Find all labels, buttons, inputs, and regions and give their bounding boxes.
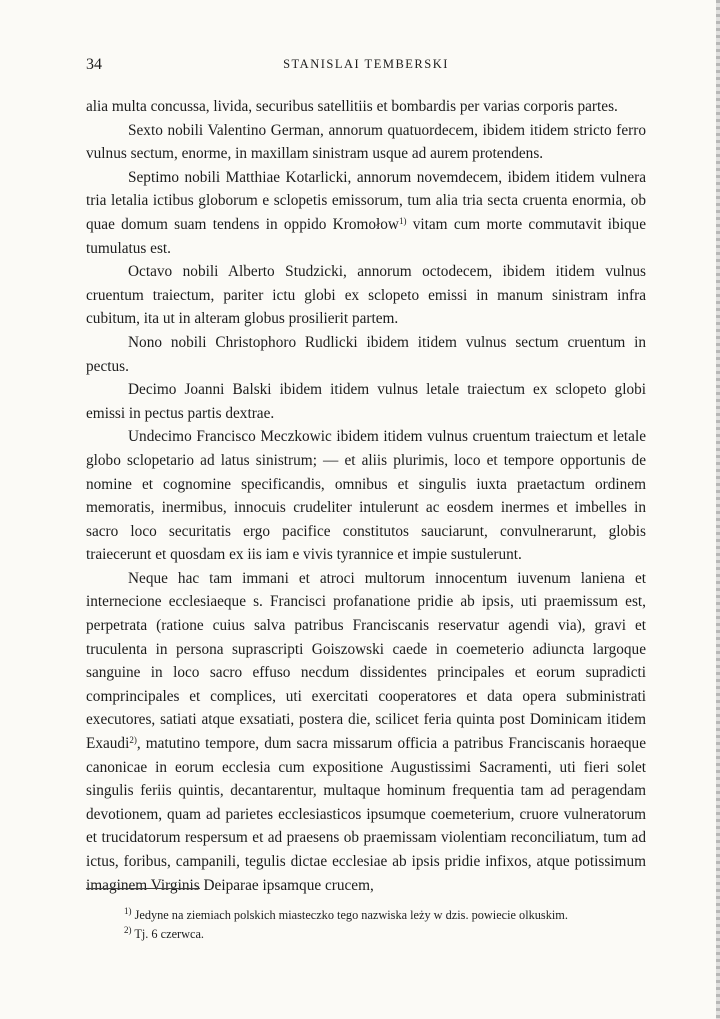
paragraph-3 (86, 166, 646, 260)
paragraph-1: alia multa concussa, livida, securibus satellitiis et bombardis per varias corporis partes. (86, 98, 618, 115)
page-number: 34 (86, 56, 102, 73)
paragraph-5: Nono nobili Christophoro Rudlicki ibidem itidem vulnus sectum cruentum in pectus. (86, 333, 646, 375)
footnote-2-text: Tj. 6 czerwca. (131, 927, 204, 941)
footnotes (86, 906, 646, 944)
paragraph-3-tail: vitam cum morte commutavit ibique tumulatus est. (86, 215, 646, 257)
paragraph-7: Undecimo Francisco Meczkowic ibidem itidem vulnus cruentum traiectum et letale globo sclopetario ad latus sinistrum; — et aliis plurimis, loco et tempore opportunis de nomine et cognomine specificandis, omnibus et singulis iuxta praetactum ordinem memoratis, inermibus, innocuis crudeliter intulerunt ac eosdem inermes et imbelles in sacro loco securitatis ergo pacifice constitutos sauciarunt, convulnerarunt, globis traiecerunt et quosdam ex iis iam e vivis tyrannice et impie sustulerunt. (86, 428, 646, 564)
footnote-2 (86, 925, 646, 944)
paragraph-4: Octavo nobili Alberto Studzicki, annorum octodecem, ibidem itidem vulnus cruentum traiectum, pariter ictu globi ex sclopeto emissi in manum sinistram infra cubitum, ita ut in alteram globus prosilierit partem. (86, 263, 646, 328)
footnote-mark-1: 1) (124, 906, 132, 916)
footnote-1 (86, 906, 646, 925)
paragraph-3-text: Septimo nobili Matthiae Kotarlicki, annorum novemdecem, ibidem itidem vulnera tria letalia ictibus globorum e sclopetis emissorum, tum alia tria secta cruenta enormia, ob quae domum suam tendens in oppido Kromołow (86, 168, 646, 233)
paragraph-8-text: Neque hac tam immani et atroci multorum innocentum iuvenum laniena et internecione ecclesiaeque s. Francisci profanatione pridie ab ipsis, uti praemissum est, perpetrata (ratione cuius salva patribus Franciscanis reservatur agendi via), gravi et truculenta in persona suprascripti Goiszowski caede in coemeterio adiuncta largoque sanguine in loco sacro effuso necdum dissidentes principales et eorum supradicti comprincipales et complices, uti exercitati cooperatores et data opera subministrati executores, satiati atque exsatiati, postera die, scilicet feria quinta post Dominicam itidem Exaudi (86, 569, 646, 753)
body-text (86, 95, 646, 897)
footnote-1-text: Jedyne na ziemiach polskich miasteczko tego nazwiska leży w dzis. powiecie olkuskim. (131, 908, 568, 922)
page-header (86, 56, 646, 78)
paragraph-6: Decimo Joanni Balski ibidem itidem vulnus letale traiectum ex sclopeto globi emissi in pectus partis dextrae. (86, 381, 646, 422)
running-title: STANISLAI TEMBERSKI (283, 57, 449, 71)
scan-edge-strip (716, 0, 720, 1019)
paragraph-8 (86, 567, 646, 897)
paragraph-8-tail: , matutino tempore, dum sacra missarum officia a patribus Franciscanis horaeque canonicae in eorum ecclesia cum expositione Augustissimi Sacramenti, uti fieri solet singulis feriis quintis, decantarentur, multaque hominum frequentia tam ad peragendam devotionem, quam ad parietes ecclesiasticos ipsumque coemeterium, cruore vulneratorum et trucidatorum respersum et ad praesens ob praemissam violentiam reconciliatum, tum ad ictus, foribus, campanili, tegulis dictae ecclesiae ab ipsis pridie infixos, atque potissimum imaginem Virginis Deiparae ipsamque crucem, (86, 735, 646, 894)
footnote-divider (86, 888, 200, 889)
footnote-ref-2[interactable]: 2) (129, 735, 137, 746)
footnote-mark-2: 2) (124, 925, 132, 935)
paragraph-2: Sexto nobili Valentino German, annorum quatuordecem, ibidem itidem stricto ferro vulnus sectum, enorme, in maxillam sinistram usque ad aurem protendens. (86, 121, 646, 163)
footnote-ref-1[interactable]: 1) (398, 215, 407, 226)
